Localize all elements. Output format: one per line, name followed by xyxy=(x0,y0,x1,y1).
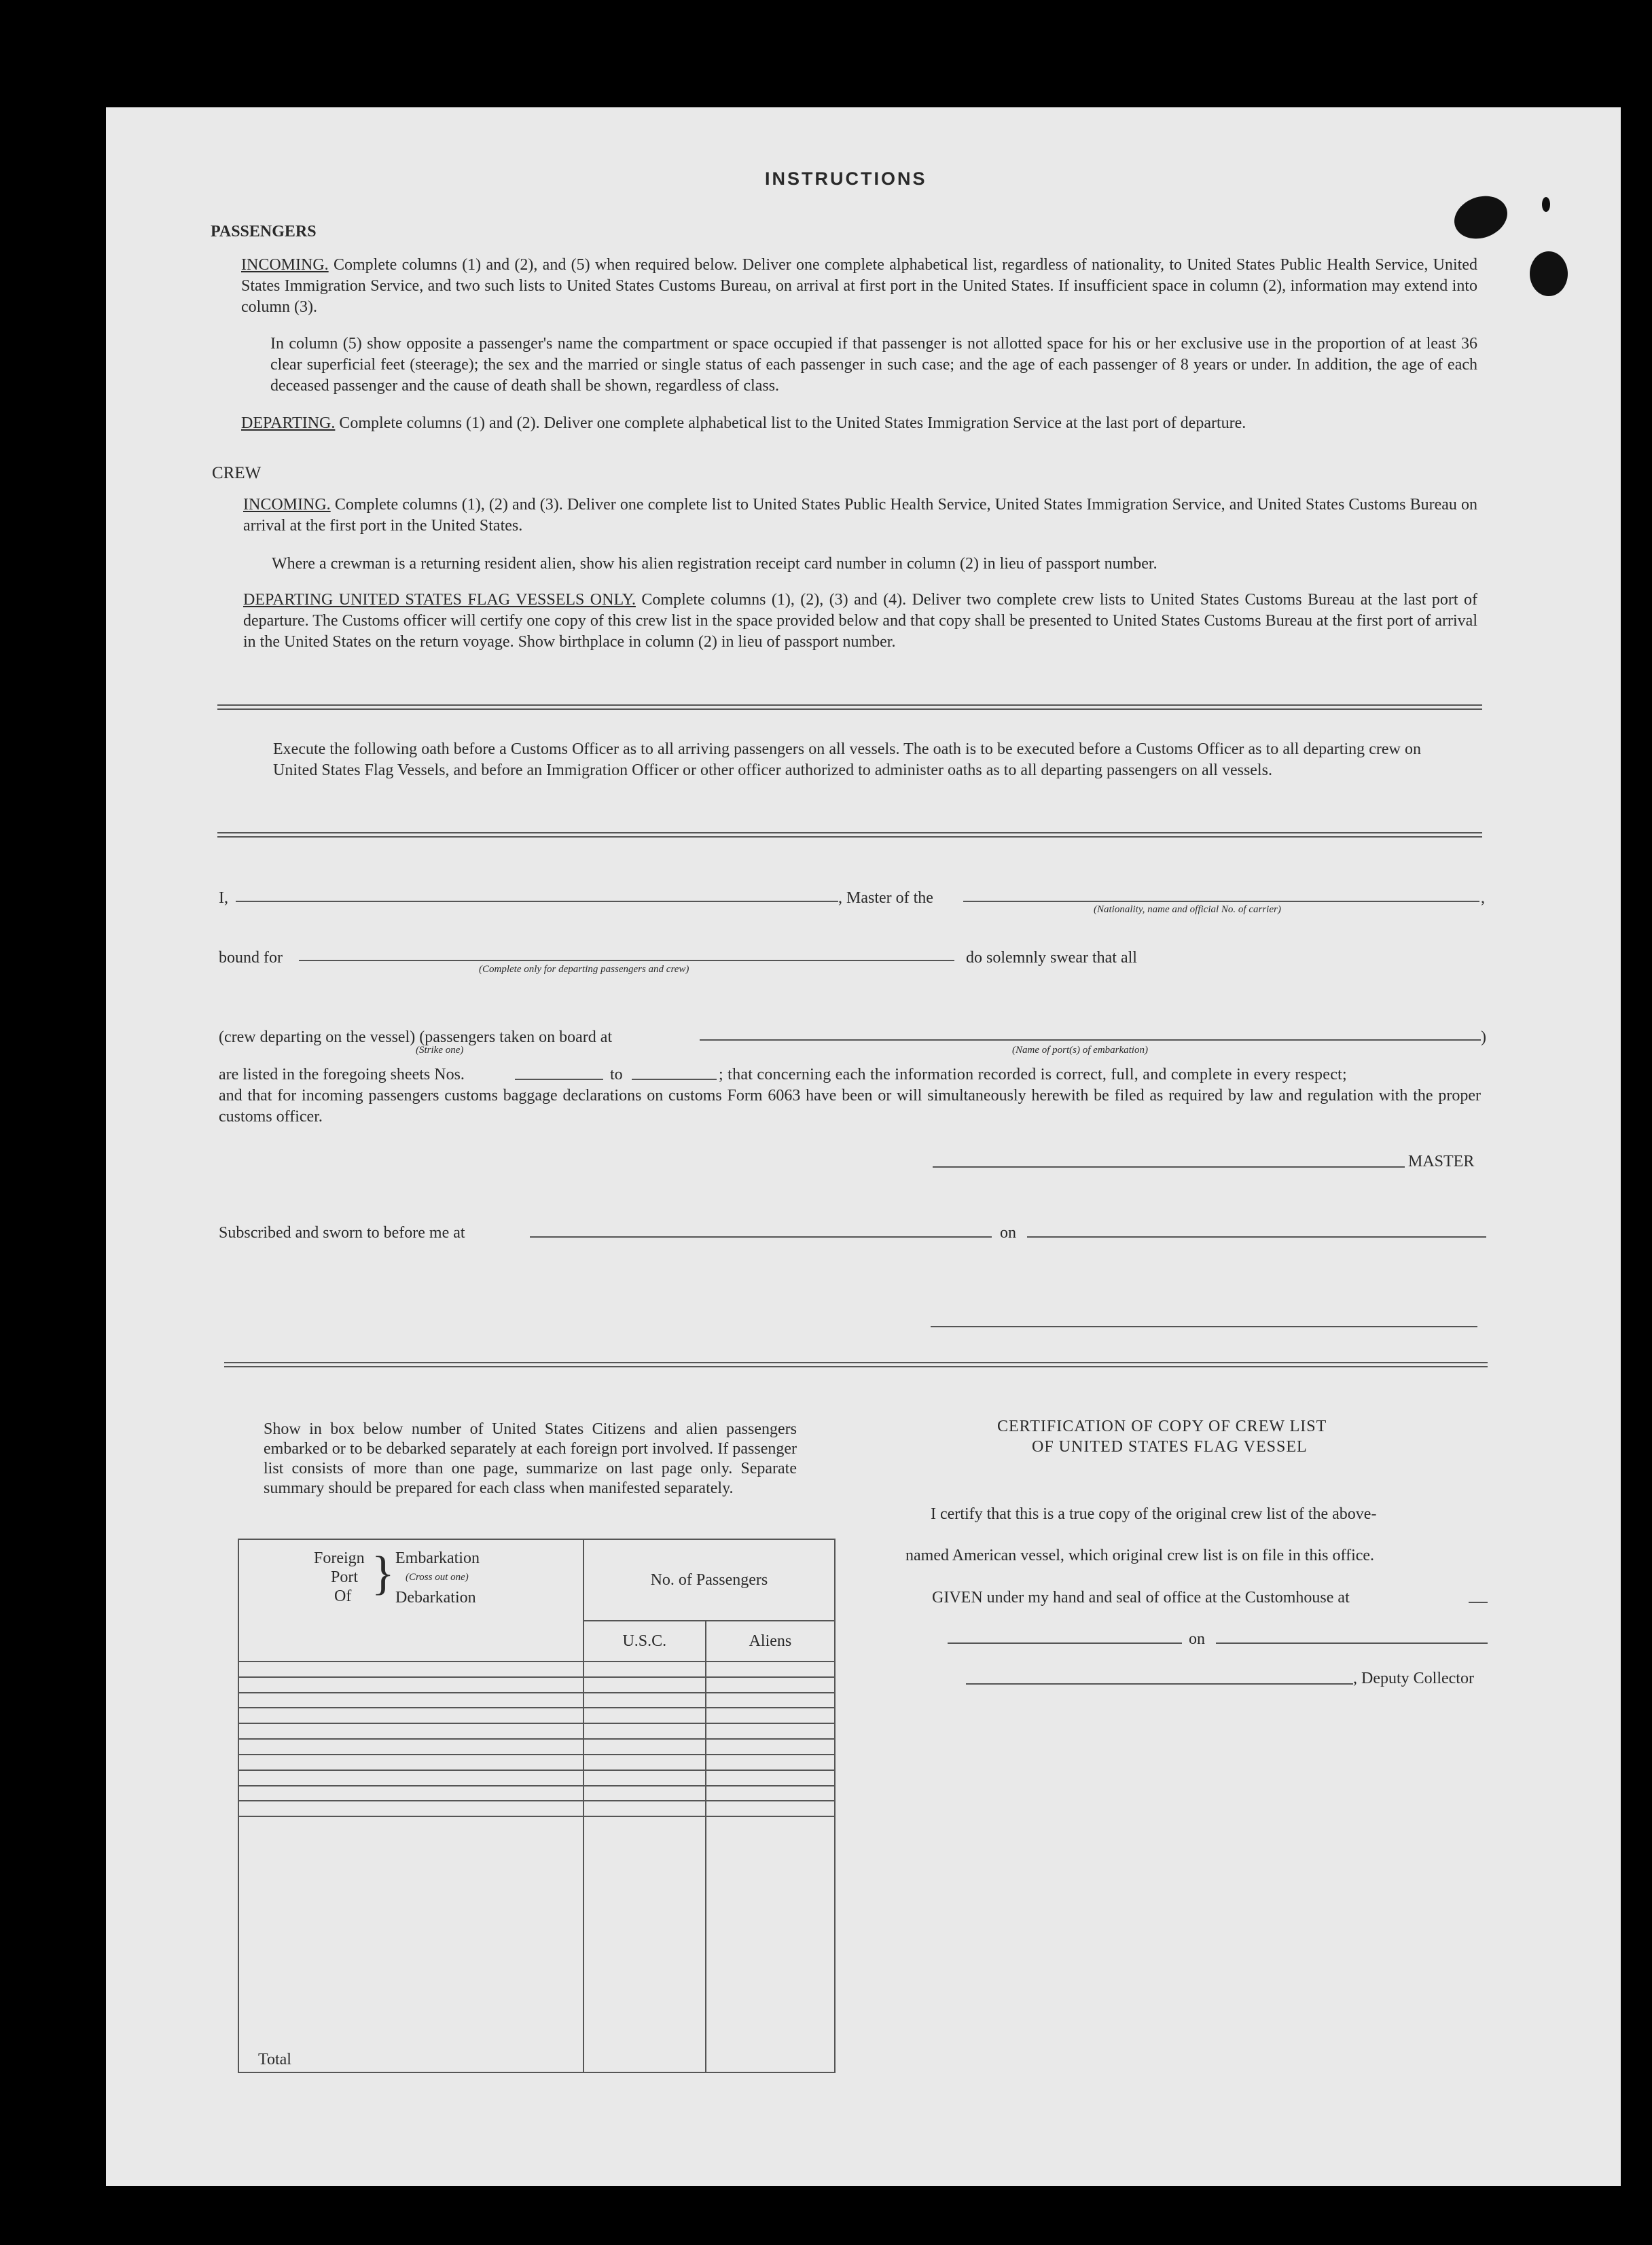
passengers-incoming-label: INCOMING. xyxy=(241,256,329,274)
crew-incoming-label: INCOMING. xyxy=(243,496,331,514)
crew-departing-label: DEPARTING UNITED STATES FLAG VESSELS ONLY. xyxy=(243,591,636,609)
crew-incoming-text: Complete columns (1), (2) and (3). Deliver one complete list to United States Public Health Service, United States Immigration Service, and United States Customs Bureau on arrival at the first port in the United States. xyxy=(243,496,1478,535)
bound-for-field[interactable] xyxy=(299,960,954,961)
master-of-label: , Master of the xyxy=(838,889,933,907)
of-label: Of xyxy=(334,1587,352,1605)
crew-resident: Where a crewman is a returning resident alien, show his alien registration receipt card number in column (2) in lieu of passport number. xyxy=(272,555,1157,573)
cross-out-caption: (Cross out one) xyxy=(406,1572,469,1583)
table-row[interactable] xyxy=(238,1739,835,1755)
passengers-column5: In column (5) show opposite a passenger's name the compartment or space occupied if that passenger is not allotted space for his or her exclusive use in the proportion of at least 36 clear superficial feet (steerage); the sex and the married or single status of each passenger in such case; and the age of each passenger of 8 years or under. In addition, the age of each deceased passenger and the cause of death shall be shown, regardless of class. xyxy=(270,335,1477,395)
deputy-collector-signature-field[interactable] xyxy=(966,1683,1353,1685)
table-row[interactable] xyxy=(238,1708,835,1723)
table-row[interactable] xyxy=(238,1801,835,1816)
oath-instructions: Execute the following oath before a Customs Officer as to all arriving passengers on all vessels. The oath is to be executed before a Customs Officer as to all departing crew on United States Flag Vessels, and before an Immigration Officer or other officer authorized to administer oaths as to all departing passengers on all vessels. xyxy=(273,740,1421,779)
passengers-incoming xyxy=(241,255,1477,318)
aliens-label: Aliens xyxy=(749,1632,792,1650)
port-label: Port xyxy=(331,1568,359,1586)
ink-blot xyxy=(1542,197,1550,212)
passengers-departing-text: Complete columns (1) and (2). Deliver one complete alphabetical list to the United States Immigration Service at the last port of departure. xyxy=(339,414,1246,432)
baggage-statement: and that for incoming passengers customs baggage declarations on customs Form 6063 have been or will simultaneously herewith be filed as required by law and regulation with the proper customs officer. xyxy=(219,1087,1481,1126)
certification-on-label: on xyxy=(1189,1630,1205,1648)
aliens-header xyxy=(706,1621,835,1662)
sheets-to-field[interactable] xyxy=(632,1079,717,1080)
strike-one-caption: (Strike one) xyxy=(416,1045,464,1056)
ports-field[interactable] xyxy=(700,1039,1481,1041)
debarkation-label: Debarkation xyxy=(395,1589,476,1606)
total-label: Total xyxy=(258,2051,291,2068)
no-passengers-label: No. of Passengers xyxy=(650,1570,768,1589)
divider xyxy=(224,1362,1488,1367)
passengers-departing-label: DEPARTING. xyxy=(241,414,336,432)
certification-line-1: I certify that this is a true copy of the original crew list of the above- xyxy=(931,1505,1377,1523)
crew-heading: CREW xyxy=(212,464,262,482)
oath-i-label: I, xyxy=(219,889,228,907)
customhouse-field[interactable] xyxy=(1469,1602,1488,1603)
foreign-label: Foreign xyxy=(314,1549,365,1567)
bound-for-caption: (Complete only for departing passengers and crew) xyxy=(479,964,689,975)
sworn-place-field[interactable] xyxy=(530,1236,992,1238)
sheets-from-field[interactable] xyxy=(515,1079,603,1080)
usc-label: U.S.C. xyxy=(622,1632,667,1650)
master-label: MASTER xyxy=(1408,1153,1475,1170)
summary-instructions: Show in box below number of United States Citizens and alien passengers embarked or to be debarked separately at each foreign port involved. If passenger list consists of more than one page, summarize on last page only. Separate summary should be prepared for each class when manifested separately. xyxy=(264,1420,797,1497)
nationality-caption: (Nationality, name and official No. of carrier) xyxy=(1094,904,1281,915)
sheets-to-label: to xyxy=(610,1066,623,1083)
table-row[interactable] xyxy=(238,1755,835,1770)
crew-departing xyxy=(243,590,1477,653)
table-row[interactable] xyxy=(238,1770,835,1786)
no-passengers-header xyxy=(583,1539,835,1621)
sheets-label: are listed in the foregoing sheets Nos. xyxy=(219,1066,465,1083)
passengers-departing xyxy=(241,413,1477,434)
officer-signature-field[interactable] xyxy=(931,1326,1477,1327)
ink-blot xyxy=(1530,251,1568,296)
table-row[interactable] xyxy=(238,1723,835,1739)
divider xyxy=(217,704,1482,710)
certification-title-2: OF UNITED STATES FLAG VESSEL xyxy=(1032,1438,1308,1456)
swear-label: do solemnly swear that all xyxy=(966,949,1137,967)
crew-departing-text: Complete columns (1), (2), (3) and (4). Deliver two complete crew lists to United States Customs Bureau at the last port of departure. The Customs officer will certify one copy of this crew list in the space provided below and that copy shall be presented to United States Customs Bureau at the first port of arrival in the United States on the return voyage. Show birthplace in column (2) in lieu of passport number. xyxy=(243,591,1478,651)
ports-caption: (Name of port(s) of embarkation) xyxy=(1012,1045,1148,1056)
vessel-nationality-field[interactable] xyxy=(963,901,1479,902)
close-paren: ) xyxy=(1481,1028,1486,1046)
divider xyxy=(217,832,1482,838)
table-row[interactable] xyxy=(238,1662,835,1677)
certification-line-3: GIVEN under my hand and seal of office at the Customhouse at xyxy=(932,1589,1350,1606)
deputy-collector-label: , Deputy Collector xyxy=(1353,1670,1474,1687)
table-row[interactable] xyxy=(238,1693,835,1708)
port-header-cell xyxy=(238,1539,583,1662)
passengers-incoming-text: Complete columns (1) and (2), and (5) when required below. Deliver one complete alphabetical list, regardless of nationality, to United States Public Health Service, United States Immigration Service, and two such lists to United States Customs Bureau, on arrival at first port in the United States. If insufficient space in column (2), information may extend into column (3). xyxy=(241,256,1477,316)
sheets-statement: ; that concerning each the information recorded is correct, full, and complete in every respect; xyxy=(719,1066,1347,1083)
total-row[interactable] xyxy=(238,1816,835,2072)
subscribed-label: Subscribed and sworn to before me at xyxy=(219,1224,465,1242)
sworn-date-field[interactable] xyxy=(1027,1236,1486,1238)
table-row[interactable] xyxy=(238,1786,835,1801)
usc-header xyxy=(583,1621,706,1662)
embarkation-label: Embarkation xyxy=(395,1549,480,1567)
sworn-on-label: on xyxy=(1000,1224,1016,1242)
master-name-field[interactable] xyxy=(236,901,838,902)
master-signature-field[interactable] xyxy=(933,1166,1405,1168)
certification-line-2: named American vessel, which original crew list is on file in this office. xyxy=(905,1547,1375,1564)
customhouse-city-field[interactable] xyxy=(948,1642,1182,1644)
certification-date-field[interactable] xyxy=(1216,1642,1488,1644)
page-title: INSTRUCTIONS xyxy=(765,168,927,189)
bound-for-label: bound for xyxy=(219,949,283,967)
certification-title-1: CERTIFICATION OF COPY OF CREW LIST xyxy=(997,1418,1327,1435)
passengers-heading: PASSENGERS xyxy=(211,223,317,240)
crew-incoming xyxy=(243,495,1477,537)
crew-departing-label: (crew departing on the vessel) (passengers taken on board at xyxy=(219,1028,613,1046)
comma: , xyxy=(1481,889,1485,907)
passenger-summary-table xyxy=(238,1539,836,2073)
table-row[interactable] xyxy=(238,1677,835,1693)
brace: } xyxy=(372,1547,395,1600)
